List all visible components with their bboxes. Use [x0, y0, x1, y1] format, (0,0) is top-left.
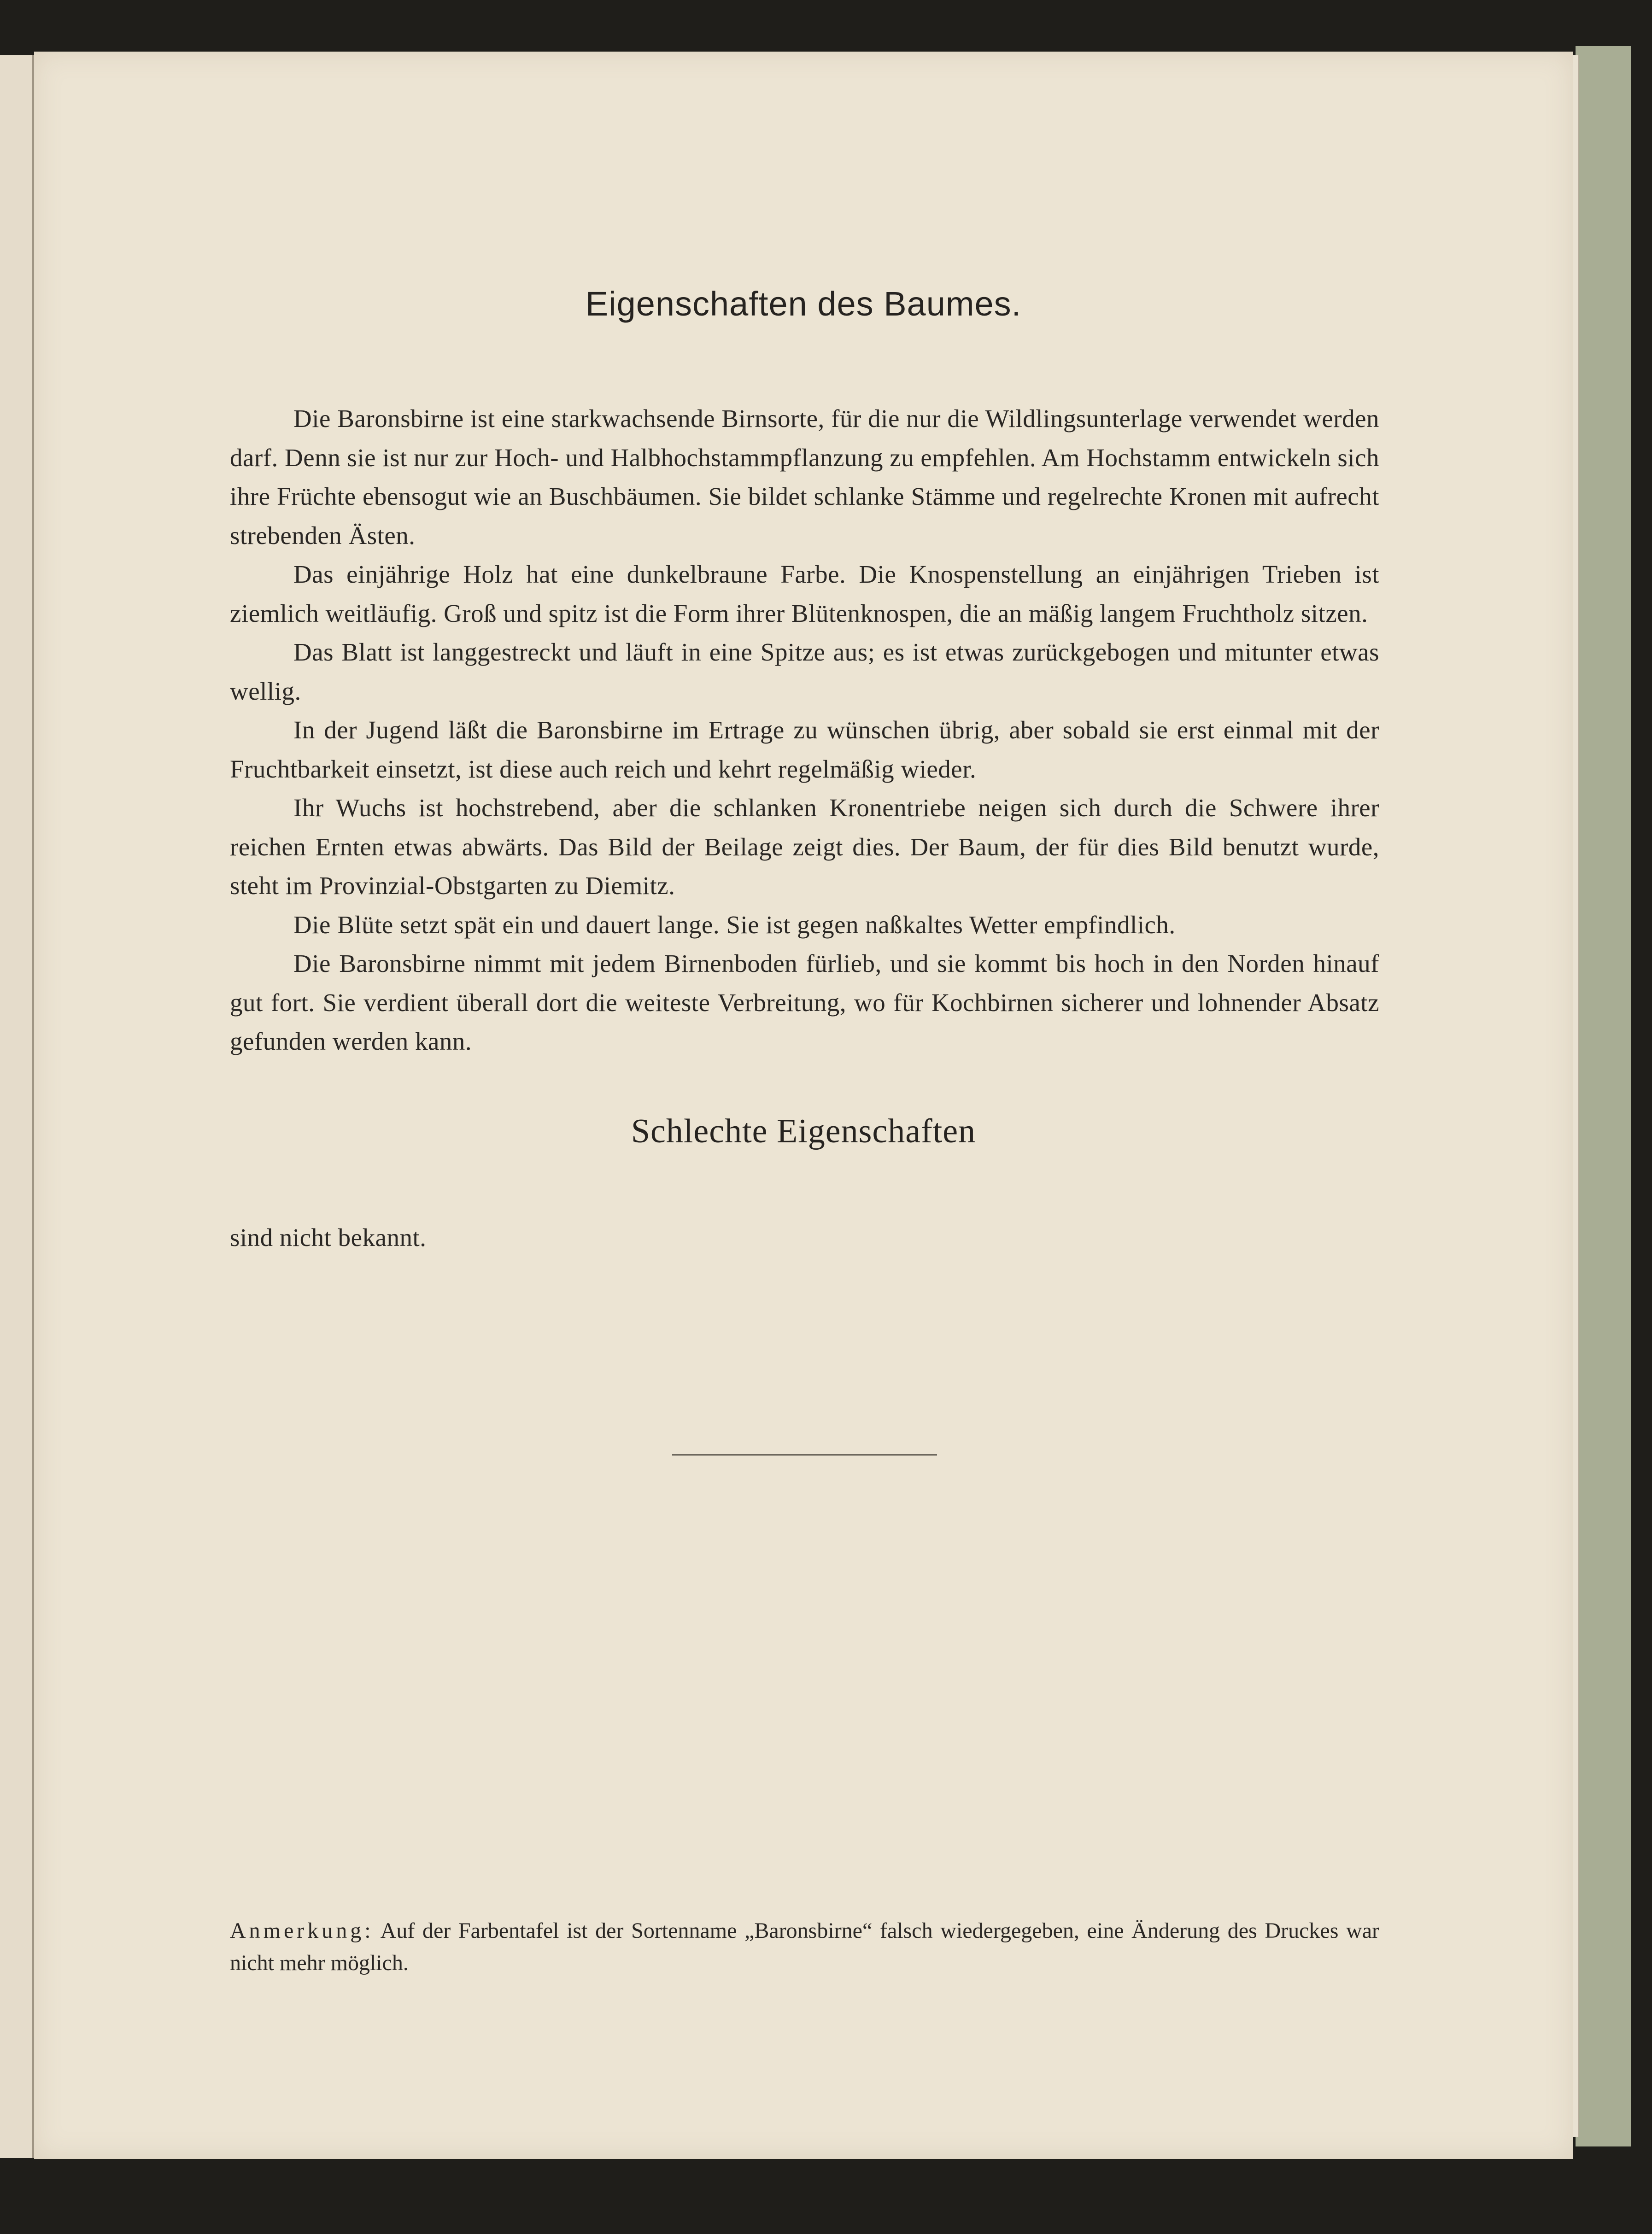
- book-page: [34, 52, 1573, 2159]
- paragraph: Die Baronsbirne nimmt mit jedem Birnenboden fürlieb, und sie kommt bis hoch in den Norden hinauf gut fort. Sie verdient überall dort die weiteste Verbreitung, wo für Kochbirnen sicherer und lohnender Absatz gefunden werden kann.: [230, 949, 1379, 1055]
- paragraph: Ihr Wuchs ist hochstrebend, aber die schlanken Kronentriebe neigen sich durch die Schwere ihrer reichen Ernten etwas abwärts. Das Bild der Beilage zeigt dies. Der Baum, der für dies Bild benutzt wurde, steht im Provinzial-Obstgarten zu Diemitz.: [230, 794, 1379, 900]
- paragraph: Die Blüte setzt spät ein und dauert lange. Sie ist gegen naßkaltes Wetter empfindlich.: [293, 910, 1176, 939]
- bad-properties-text: sind nicht bekannt.: [230, 1223, 427, 1252]
- section-title-bad-properties: Schlechte Eigenschaften: [631, 1112, 976, 1150]
- paragraph: In der Jugend läßt die Baronsbirne im Ertrage zu wünschen übrig, aber sobald sie erst einmal mit der Fruchtbarkeit einsetzt, ist diese auch reich und kehrt regelmäßig wieder.: [230, 716, 1379, 783]
- section-title-tree-properties: Eigenschaften des Baumes.: [585, 285, 1022, 323]
- paragraph: Das einjährige Holz hat eine dunkelbraune Farbe. Die Knospenstellung an einjährigen Trieben ist ziemlich weitläufig. Groß und spitz ist die Form ihrer Blütenknospen, die an mäßig langem Fruchtholz sitzen.: [230, 560, 1379, 627]
- separator-rule: [672, 1454, 937, 1456]
- footnote-text: Auf der Farbentafel ist der Sortenname „Baronsbirne“ falsch wiedergegeben, eine Änderung des Druckes war nicht mehr möglich.: [230, 1918, 1380, 1975]
- section-body: [230, 399, 1379, 1061]
- paragraph: Das Blatt ist langgestreckt und läuft in eine Spitze aus; es ist etwas zurückgebogen und mitunter etwas wellig.: [230, 638, 1379, 705]
- footnote-lead: Anmerkung:: [230, 1918, 374, 1943]
- footnote: [230, 1915, 1379, 1979]
- book-cover-edge: [1576, 46, 1631, 2146]
- adjacent-page-edge: [0, 55, 34, 2158]
- paragraph: Die Baronsbirne ist eine starkwachsende Birnsorte, für die nur die Wildlingsunterlage verwendet werden darf. Denn sie ist nur zur Hoch- und Halbhochstammpflanzung zu empfehlen. Am Hochstamm entwickeln sich ihre Früchte ebensogut wie an Buschbäumen. Sie bildet schlanke Stämme und regelrechte Kronen mit aufrecht strebenden Ästen.: [230, 404, 1379, 550]
